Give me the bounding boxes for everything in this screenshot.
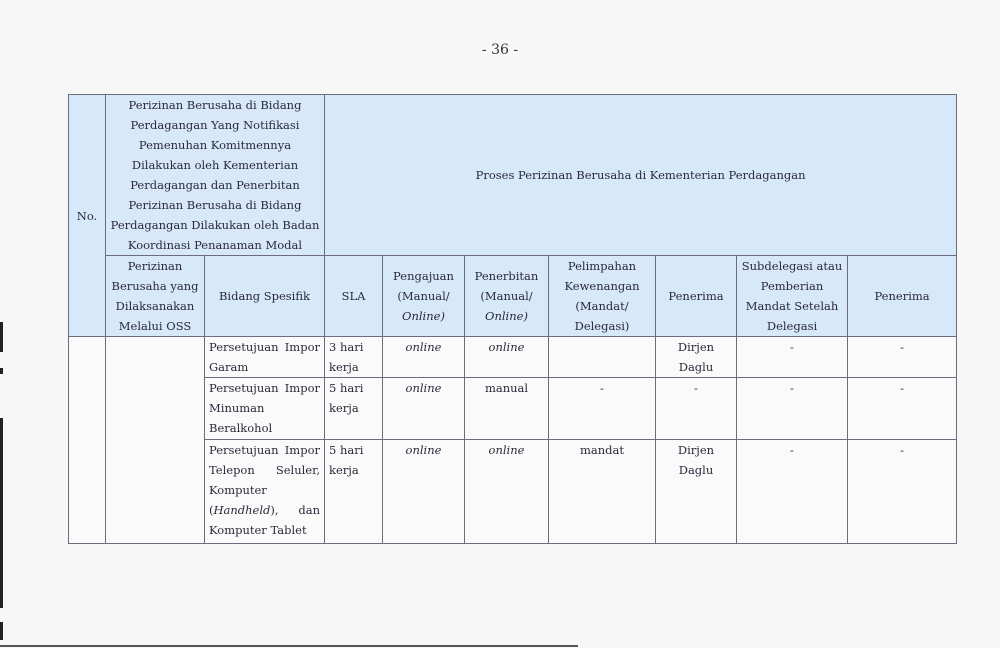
cell-sla: 5 hari kerja [325,440,383,544]
cell-penerima-2: - [848,378,957,440]
cell-pengajuan: online [383,440,465,544]
cell-oss [106,337,205,544]
licensing-table [68,94,957,544]
page-number: - 36 - [481,42,519,58]
cell-penerima-2: - [848,337,957,378]
table-row [69,337,957,378]
header-sla: SLA [325,256,383,337]
scan-artifact-left [0,368,3,374]
cell-subdelegasi: - [737,337,848,378]
cell-pelimpahan: - [549,378,656,440]
cell-sla: 5 hari kerja [325,378,383,440]
header-process-title: Proses Perizinan Berusaha di Kementerian Perdagangan [325,95,957,256]
header-subdelegasi: Subdelegasi atau Pemberian Mandat Setelah Delegasi [737,256,848,337]
bottom-rule [0,645,578,647]
header-penerbitan [465,256,549,337]
cell-bidang-part2: Handheld [213,503,271,517]
header-pelimpahan: Pelimpahan Kewenangan (Mandat/ Delegasi) [549,256,656,337]
header-penerima-2: Penerima [848,256,957,337]
header-penerbitan-line1: Penerbitan [474,269,539,283]
cell-penerima: - [656,378,737,440]
scan-artifact-left [0,418,3,608]
cell-penerbitan: online [465,440,549,544]
header-pengajuan-line1: Pengajuan [393,269,454,283]
cell-no [69,337,106,544]
scan-artifact-left [0,622,3,640]
cell-bidang-part1: Persetujuan Impor Telepon Seluler, Komputer [209,443,320,497]
cell-subdelegasi: - [737,440,848,544]
cell-subdelegasi: - [737,378,848,440]
cell-bidang: Persetujuan Impor Minuman Beralkohol [205,378,325,440]
header-pengajuan-line2: (Manual/ [397,289,450,303]
header-no: No. [69,95,106,337]
cell-penerima: Dirjen Daglu [656,337,737,378]
cell-penerima: Dirjen Daglu [656,440,737,544]
cell-pengajuan: online [383,337,465,378]
cell-bidang: Persetujuan Impor Telepon Seluler, Komputer (Handheld), dan Komputer Tablet [205,440,325,544]
cell-bidang: Persetujuan Impor Garam [205,337,325,378]
header-pengajuan [383,256,465,337]
header-penerbitan-line2: (Manual/ [480,289,533,303]
cell-sla: 3 hari kerja [325,337,383,378]
header-pengajuan-line3: Online) [402,309,445,323]
cell-pelimpahan [549,337,656,378]
cell-penerbitan: manual [465,378,549,440]
cell-pelimpahan: mandat [549,440,656,544]
header-oss: Perizinan Berusaha yang Dilaksanakan Melalui OSS [106,256,205,337]
scan-artifact-left [0,322,3,352]
cell-pengajuan: online [383,378,465,440]
cell-bidang-part3: ), dan Komputer Tablet [209,503,320,537]
header-bidang: Bidang Spesifik [205,256,325,337]
header-group-title: Perizinan Berusaha di Bidang Perdagangan Yang Notifikasi Pemenuhan Komitmennya Dilakukan oleh Kementerian Perdagangan dan Penerbitan Perizinan Berusaha di Bidang Perdagangan Dilakukan oleh Badan Koordinasi Penanaman Modal [106,95,325,256]
header-penerbitan-line3: Online) [485,309,528,323]
header-penerima: Penerima [656,256,737,337]
cell-penerima-2: - [848,440,957,544]
cell-penerbitan: online [465,337,549,378]
